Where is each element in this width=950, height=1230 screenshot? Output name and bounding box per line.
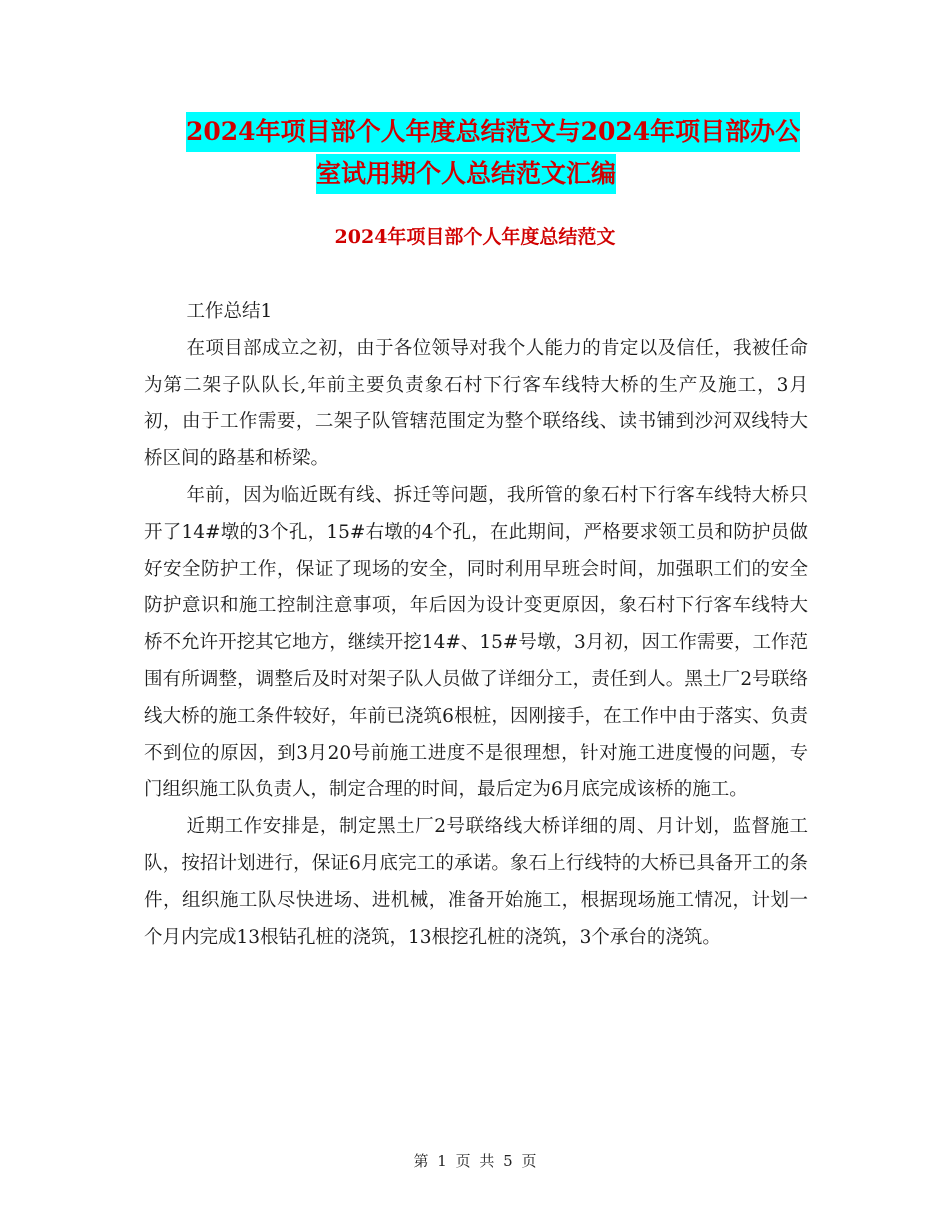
document-title-line-2: 室试用期个人总结范文汇编 — [316, 154, 616, 194]
page-footer: 第 1 页 共 5 页 — [413, 1152, 537, 1170]
paragraph-1: 在项目部成立之初，由于各位领导对我个人能力的肯定以及信任，我被任命为第二架子队队长,年前主要负责象石村下行客车线特大桥的生产及施工，3月初，由于工作需要，二架子队管辖范围定为整个联络线、读书铺到沙河双线特大桥区间的路基和桥梁。 — [144, 337, 808, 470]
document-title-line-1: 2024年项目部个人年度总结范文与2024年项目部办公 — [186, 112, 800, 152]
document-body — [144, 294, 808, 956]
paragraph-2: 年前，因为临近既有线、拆迁等问题，我所管的象石村下行客车线特大桥只开了14#墩的3个孔，15#右墩的4个孔，在此期间，严格要求领工员和防护员做好安全防护工作，保证了现场的安全，同时利用早班会时间，加强职工们的安全防护意识和施工控制注意事项，年后因为设计变更原因，象石村下行客车线特大桥不允许开挖其它地方，继续开挖14#、15#号墩，3月初，因工作需要，工作范围有所调整，调整后及时对架子队人员做了详细分工，责任到人。黑土厂2号联络线大桥的施工条件较好，年前已浇筑6根桩，因刚接手，在工作中由于落实、负责不到位的原因，到3月20号前施工进度不是很理想，针对施工进度慢的问题，专门组织施工队负责人，制定合理的时间，最后定为6月底完成该桥的施工。 — [144, 484, 808, 801]
paragraph-3: 近期工作安排是，制定黑土厂2号联络线大桥详细的周、月计划，监督施工队，按招计划进行，保证6月底完工的承诺。象石上行线特的大桥已具备开工的条件，组织施工队尽快进场、进机械，准备开始施工，根据现场施工情况，计划一个月内完成13根钻孔桩的浇筑，13根挖孔桩的浇筑，3个承台的浇筑。 — [144, 816, 808, 948]
subheading: 工作总结1 — [186, 301, 273, 322]
section-title: 2024年项目部个人年度总结范文 — [334, 226, 616, 248]
